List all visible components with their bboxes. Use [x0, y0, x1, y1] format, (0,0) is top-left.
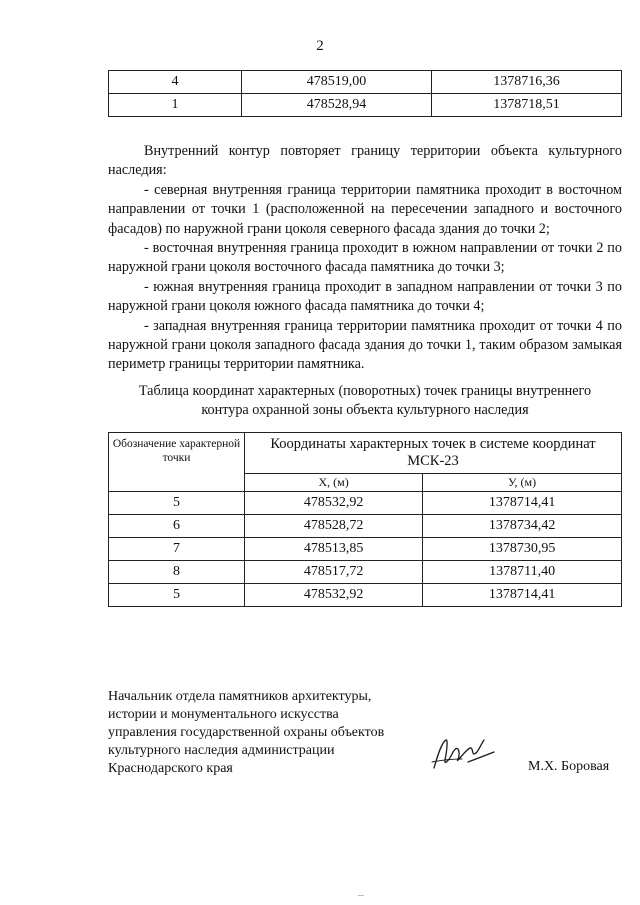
signatory-line: Начальник отдела памятников архитектуры,: [108, 689, 372, 704]
signatory-line: истории и монументального искусства: [108, 707, 339, 722]
table-row: [109, 584, 622, 607]
paragraph: Внутренний контур повторяет границу территории объекта культурного наследия:: [108, 143, 622, 179]
x-coordinate-cell: 478528,72: [245, 515, 423, 538]
coordinates-header: Координаты характерных точек в системе координат МСК-23: [245, 433, 622, 474]
x-coordinate-cell: 478513,85: [245, 538, 423, 561]
top-coordinates-table: [108, 70, 622, 117]
table-row: [109, 538, 622, 561]
y-coordinate-cell: 1378716,36: [431, 71, 621, 94]
signatory-block: [108, 688, 438, 778]
signatory-line: управления государственной охраны объектов: [108, 725, 385, 740]
paragraph: - восточная внутренняя граница проходит в южном направлении от точки 2 по наружной грани цоколя восточного фасада памятника до точки 3;: [108, 240, 622, 276]
x-coordinate-cell: 478532,92: [245, 492, 423, 515]
table-row: [109, 94, 622, 117]
x-header: Х, (м): [245, 474, 423, 492]
point-number-cell: 5: [109, 584, 245, 607]
y-coordinate-cell: 1378734,42: [423, 515, 622, 538]
y-coordinate-cell: 1378730,95: [423, 538, 622, 561]
document-body: [108, 142, 622, 375]
point-number-cell: 4: [109, 71, 242, 94]
point-number-cell: 7: [109, 538, 245, 561]
signer-name: М.Х. Боровая: [528, 759, 610, 774]
signatory-line: культурного наследия администрации: [108, 743, 335, 758]
signatory-line: Краснодарского края: [108, 761, 233, 776]
table-row: [109, 515, 622, 538]
point-number-cell: 6: [109, 515, 245, 538]
handwritten-signature: [428, 732, 498, 774]
caption-line: контура охранной зоны объекта культурного наследия: [201, 402, 529, 418]
point-number-cell: 5: [109, 492, 245, 515]
y-coordinate-cell: 1378714,41: [423, 584, 622, 607]
coordinates-table: [108, 432, 622, 607]
y-header: У, (м): [423, 474, 622, 492]
y-coordinate-cell: 1378714,41: [423, 492, 622, 515]
paragraph: - северная внутренняя граница территории памятника проходит в восточном направлении от точки 1 (расположенной на пересечении западного и восточного фасадов) по наружной грани цоколя северного фасада здания до точки 2;: [108, 181, 622, 237]
x-coordinate-cell: 478532,92: [245, 584, 423, 607]
paragraph: - западная внутренняя граница территории памятника проходит от точки 4 по наружной грани цоколя западного фасада здания до точки 1, таким образом замыкая периметр границы территории памятника.: [108, 317, 622, 373]
x-coordinate-cell: 478519,00: [242, 71, 432, 94]
table-row: [109, 561, 622, 584]
table-caption: [108, 382, 622, 420]
point-number-cell: 8: [109, 561, 245, 584]
x-coordinate-cell: 478528,94: [242, 94, 432, 117]
page-number: 2: [316, 38, 324, 54]
designation-header: Обозначение характерной точки: [109, 433, 245, 492]
caption-line: Таблица координат характерных (поворотных) точек границы внутреннего: [138, 383, 592, 399]
paragraph: - южная внутренняя граница проходит в западном направлении от точки 3 по наружной грани цоколя южного фасада памятника до точки 4;: [108, 278, 622, 315]
y-coordinate-cell: 1378718,51: [431, 94, 621, 117]
table-row: [109, 71, 622, 94]
x-coordinate-cell: 478517,72: [245, 561, 423, 584]
scan-artifact: [358, 895, 364, 896]
y-coordinate-cell: 1378711,40: [423, 561, 622, 584]
table-header-row: [109, 433, 622, 474]
point-number-cell: 1: [109, 94, 242, 117]
table-row: [109, 492, 622, 515]
